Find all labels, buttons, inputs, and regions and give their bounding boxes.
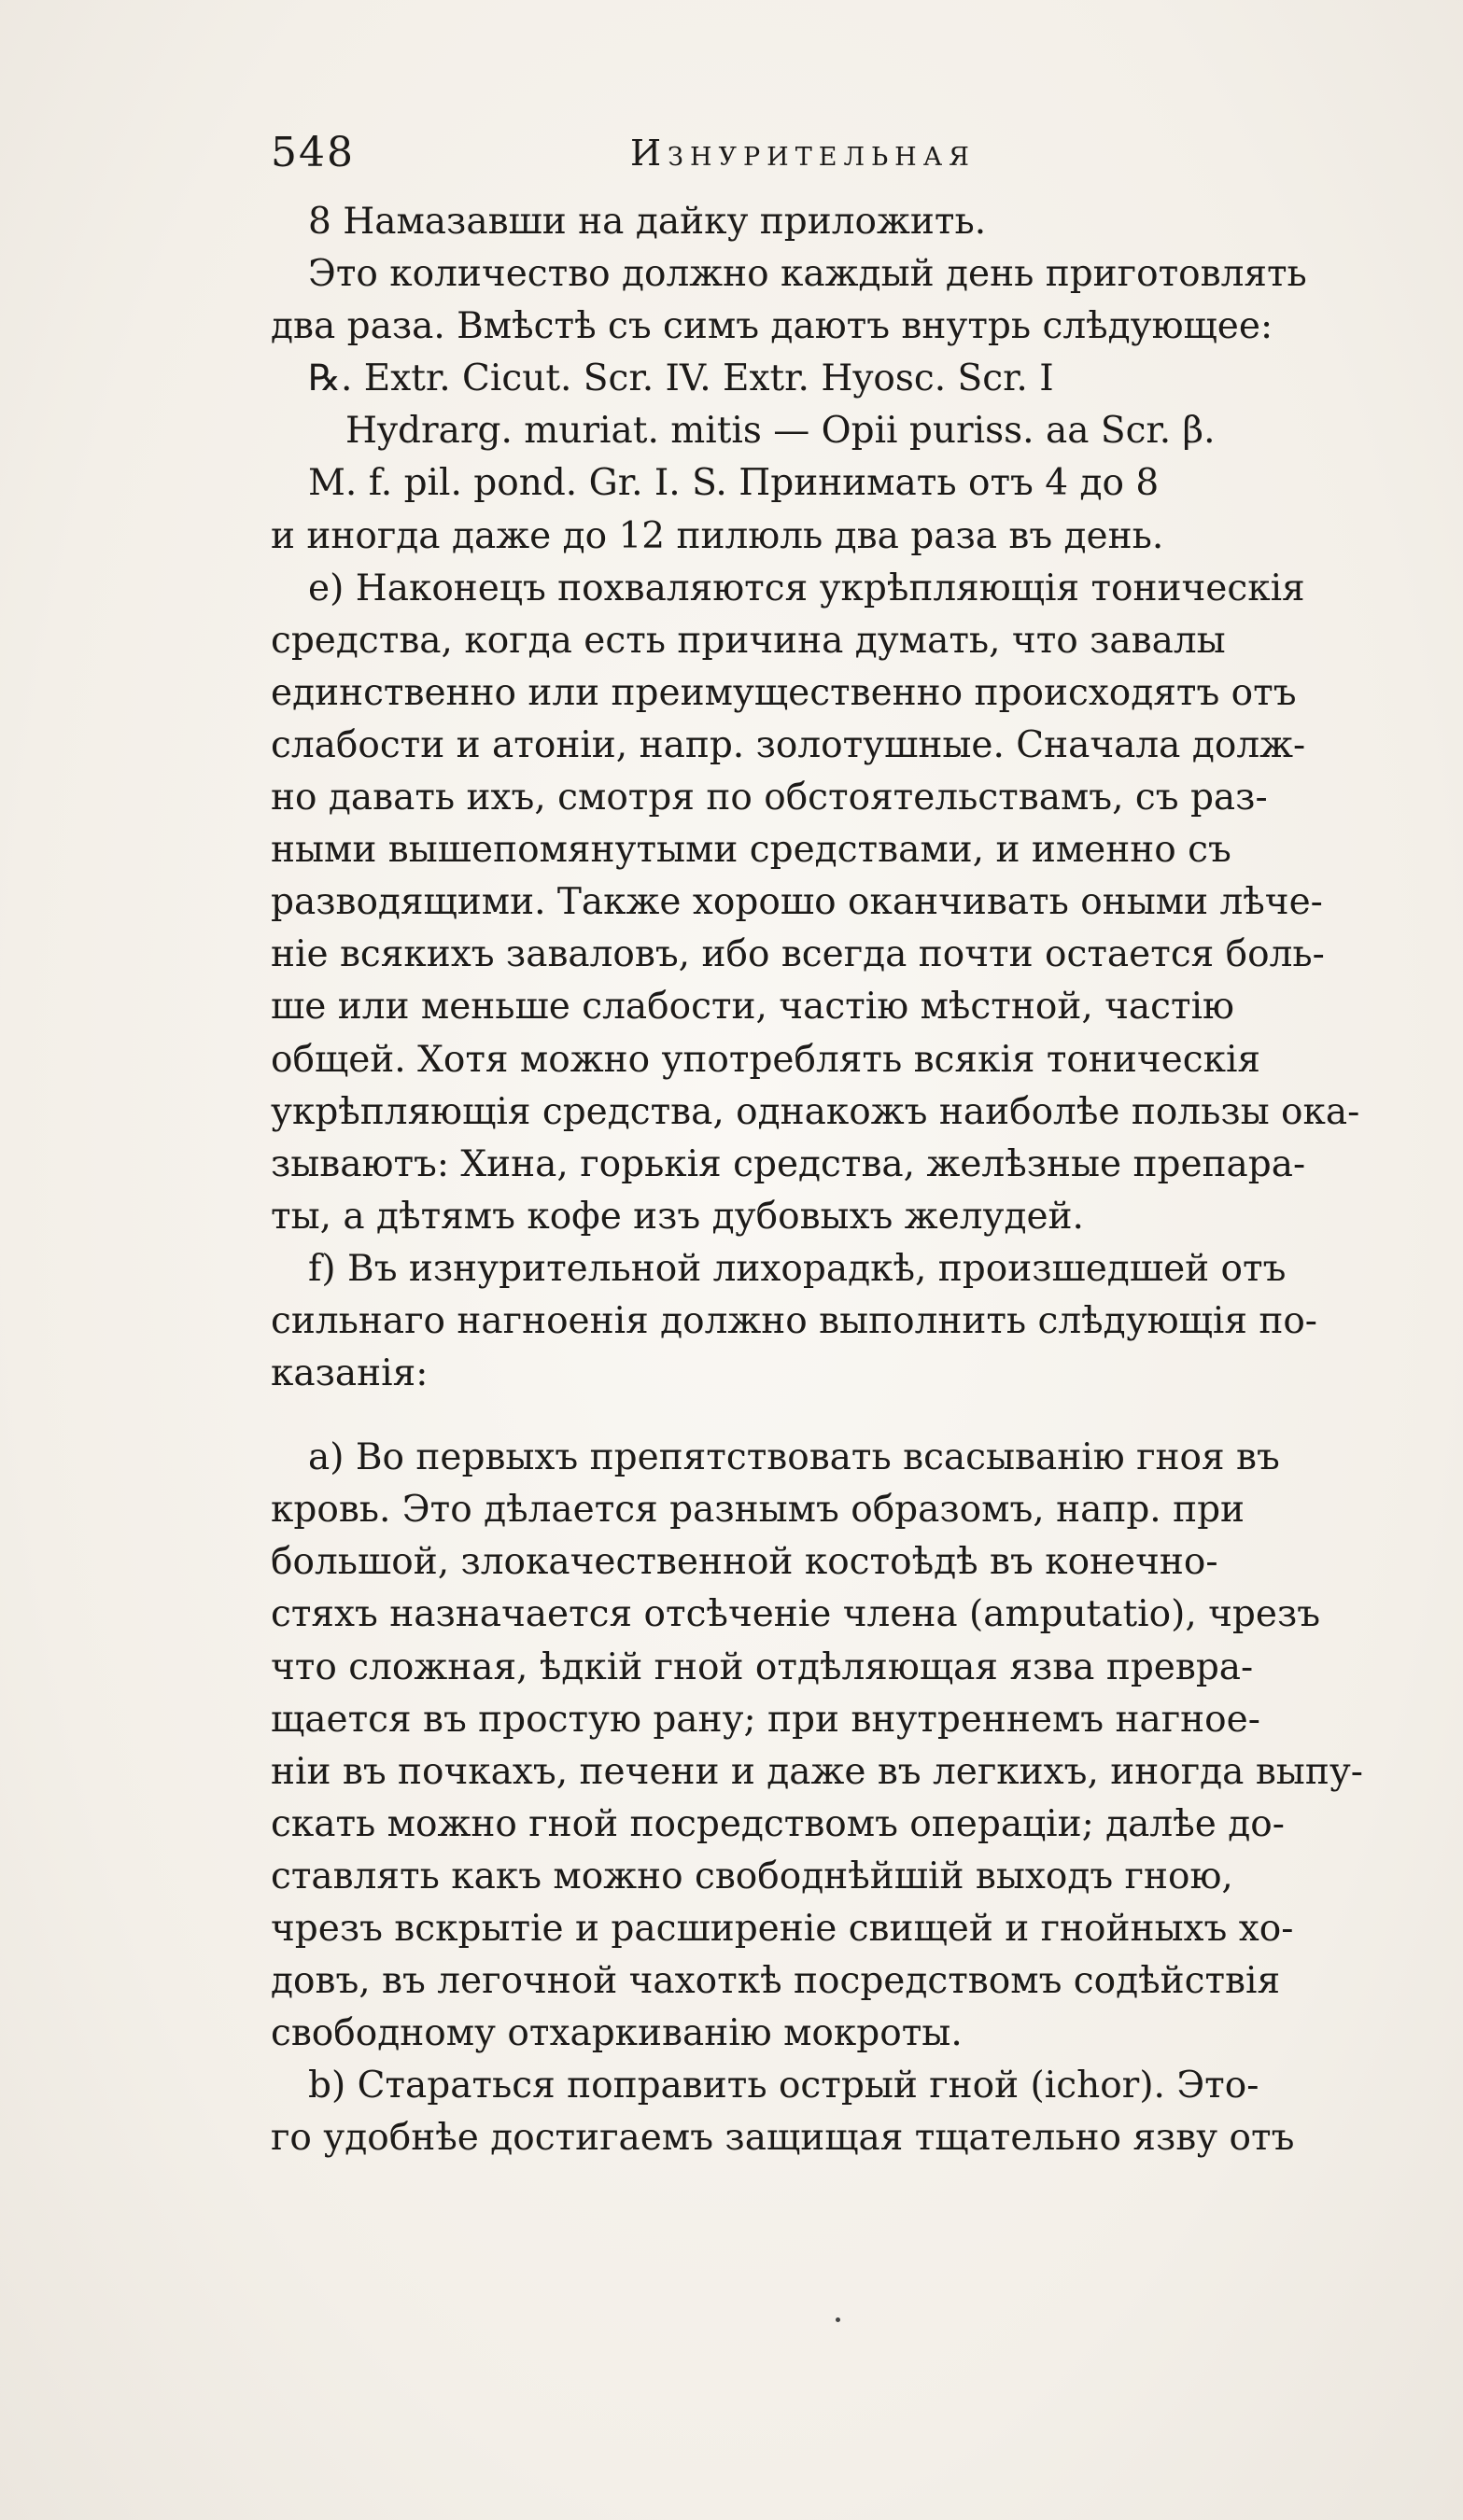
text-line: ставлять какъ можно свободнѣйшій выходъ гною, bbox=[271, 1855, 1233, 1897]
text-line: но давать ихъ, смотря по обстоятельствамъ, съ раз- bbox=[271, 777, 1268, 819]
text-line: щается въ простую рану; при внутреннемъ нагное- bbox=[271, 1698, 1260, 1741]
paragraph-b-start: b) Стараться поправить острый гной (ichor). Это- bbox=[308, 2065, 1259, 2107]
paragraph-a-start: a) Во первыхъ препятствовать всасыванію гноя въ bbox=[308, 1436, 1280, 1479]
page-header bbox=[271, 129, 1204, 185]
text-line: укрѣпляющія средства, однакожъ наиболѣе пользы ока- bbox=[271, 1090, 1360, 1133]
prescription-line: Hydrarg. muriat. mitis — Opii puriss. aa Scr. β. bbox=[345, 410, 1216, 453]
text-line: ты, а дѣтямъ кофе изъ дубовыхъ желудей. bbox=[271, 1195, 1084, 1238]
text-line: ніе всякихъ заваловъ, ибо всегда почти остается боль- bbox=[271, 933, 1325, 976]
text-line: и иногда даже до 12 пилюль два раза въ день. bbox=[271, 514, 1164, 557]
paragraph-e-start: e) Наконецъ похваляются укрѣпляющія тоническія bbox=[308, 567, 1305, 609]
text-line: средства, когда есть причина думать, что завалы bbox=[271, 619, 1226, 662]
text-line: большой, злокачественной костоѣдѣ въ конечно- bbox=[271, 1541, 1218, 1584]
text-line: кровь. Это дѣлается разнымъ образомъ, напр. при bbox=[271, 1489, 1245, 1532]
text-line: зываютъ: Хина, горькія средства, желѣзные препара- bbox=[271, 1142, 1306, 1185]
text-line: единственно или преимущественно происходятъ отъ bbox=[271, 671, 1297, 714]
text-line: довъ, въ легочной чахоткѣ посредствомъ содѣйствія bbox=[271, 1960, 1281, 2003]
text-line: разводящими. Также хорошо оканчивать оными лѣче- bbox=[271, 881, 1323, 924]
text-line: казанія: bbox=[271, 1352, 429, 1395]
text-line: свободному отхаркиванію мокроты. bbox=[271, 2012, 963, 2055]
prescription-line: M. f. pil. pond. Gr. I. S. Принимать отъ 4 до 8 bbox=[308, 462, 1160, 505]
text-line: 8 Намазавши на дайку приложить. bbox=[308, 201, 987, 243]
page-number: 548 bbox=[271, 129, 355, 176]
text-line: ніи въ почкахъ, печени и даже въ легкихъ, иногда выпу- bbox=[271, 1750, 1363, 1793]
text-line: что сложная, ѣдкій гной отдѣляющая язва превра- bbox=[271, 1645, 1254, 1688]
prescription-line: ℞. Extr. Cicut. Scr. IV. Extr. Hyosc. Scr. I bbox=[308, 357, 1054, 400]
text-line: общей. Хотя можно употреблять всякія тоническія bbox=[271, 1038, 1261, 1081]
ink-dot bbox=[836, 2317, 840, 2322]
paragraph-f-start: f) Въ изнурительной лихорадкѣ, произшедшей отъ bbox=[308, 1247, 1287, 1290]
running-title: Изнурительная bbox=[630, 133, 976, 174]
text-line: стяхъ назначается отсѣченіе члена (amputatio), чрезъ bbox=[271, 1593, 1321, 1636]
text-line: два раза. Вмѣстѣ съ симъ даютъ внутрь слѣдующее: bbox=[271, 305, 1273, 348]
text-line: чрезъ вскрытіе и расширеніе свищей и гнойныхъ хо- bbox=[271, 1908, 1294, 1950]
text-line: слабости и атоніи, напр. золотушные. Сначала долж- bbox=[271, 723, 1306, 766]
text-line: сильнаго нагноенія должно выполнить слѣдующія по- bbox=[271, 1299, 1317, 1342]
text-line: ными вышепомянутыми средствами, и именно съ bbox=[271, 829, 1231, 872]
text-line: го удобнѣе достигаемъ защищая тщательно язву отъ bbox=[271, 2117, 1295, 2160]
text-line: ше или меньше слабости, частію мѣстной, частію bbox=[271, 986, 1234, 1029]
body-text bbox=[271, 196, 1410, 2164]
text-line: Это количество должно каждый день приготовлять bbox=[308, 253, 1307, 296]
text-line: скать можно гной посредствомъ операціи; далѣе до- bbox=[271, 1802, 1285, 1845]
